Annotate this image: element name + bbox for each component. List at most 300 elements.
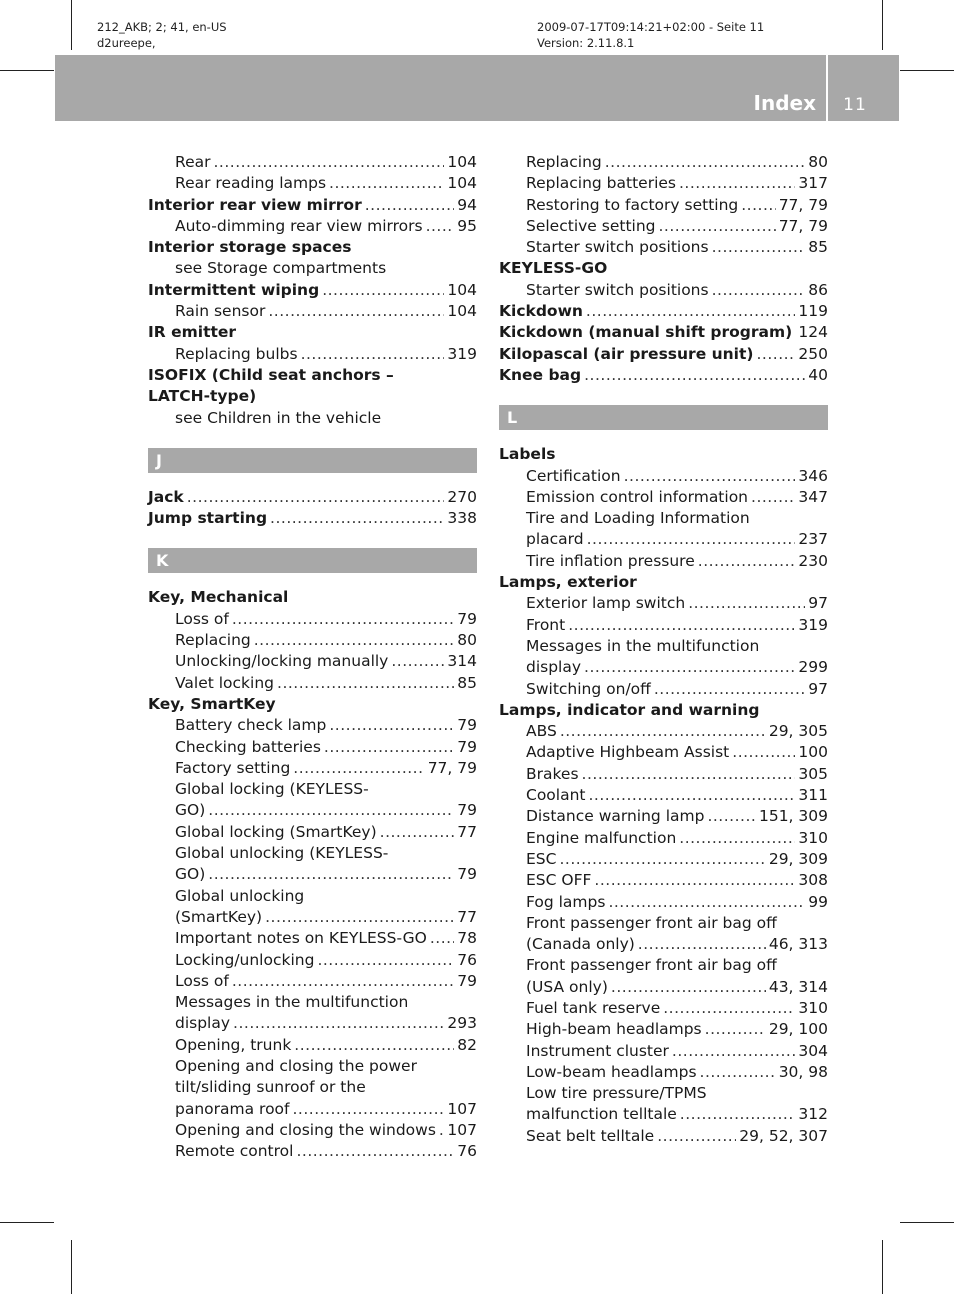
index-entry xyxy=(499,344,828,365)
entry-label: Intermittent wiping xyxy=(148,280,320,299)
entry-label: Auto-dimming rear view mirrors xyxy=(175,216,423,235)
leader-dots xyxy=(187,487,445,508)
page-reference: 77 xyxy=(457,907,477,926)
leader-dots xyxy=(324,737,454,758)
entry-label: Opening, trunk xyxy=(175,1035,292,1054)
page-reference: 104 xyxy=(447,302,477,321)
entry-label: Selective setting xyxy=(526,216,656,235)
entry-label: placard xyxy=(526,530,584,549)
entry-label: LATCH-type) xyxy=(148,387,257,406)
index-subentry xyxy=(499,955,828,976)
entry-label: Lamps, exterior xyxy=(499,573,637,592)
index-subentry xyxy=(499,679,828,700)
page-reference: 79 xyxy=(457,737,477,756)
leader-dots xyxy=(208,864,454,885)
page-title: Index xyxy=(753,91,816,115)
entry-label: Starter switch positions xyxy=(526,238,709,257)
page-reference: 85 xyxy=(808,238,828,257)
page-reference: 104 xyxy=(447,153,477,171)
index-subentry xyxy=(148,950,477,971)
entry-label: (USA only) xyxy=(526,977,608,996)
page-reference: 97 xyxy=(808,594,828,613)
page-reference: 94 xyxy=(457,195,477,214)
page-reference: 119 xyxy=(798,302,828,321)
leader-dots xyxy=(589,785,796,806)
entry-label: Coolant xyxy=(526,786,586,805)
page-reference: 78 xyxy=(457,929,477,948)
leader-dots xyxy=(657,1126,736,1147)
index-subentry xyxy=(148,1056,477,1077)
print-meta-left xyxy=(97,19,227,51)
leader-dots xyxy=(380,822,455,843)
leader-dots xyxy=(587,529,796,550)
index-subentry xyxy=(499,508,828,529)
index-subentry xyxy=(148,822,477,843)
entry-label: Front passenger front air bag off xyxy=(526,956,777,975)
leader-dots xyxy=(608,892,805,913)
index-subentry xyxy=(499,1126,828,1147)
entry-label: Interior rear view mirror xyxy=(148,195,362,214)
entry-label: Interior storage spaces xyxy=(148,238,352,257)
entry-label: Lamps, indicator and warning xyxy=(499,700,760,719)
page-reference: 29, 52, 307 xyxy=(739,1126,828,1145)
page-reference: 79 xyxy=(457,801,477,820)
leader-dots xyxy=(560,721,766,742)
page-reference: 80 xyxy=(457,631,477,650)
page-reference: 77, 79 xyxy=(427,758,477,777)
page-reference: 99 xyxy=(808,892,828,911)
entry-label: Locking/unlocking xyxy=(175,950,315,969)
index-subentry xyxy=(148,1120,477,1141)
index-subentry xyxy=(499,828,828,849)
page-reference: 79 xyxy=(457,716,477,735)
leader-dots xyxy=(293,1099,445,1120)
index-entry xyxy=(499,572,828,593)
leader-dots xyxy=(594,870,795,891)
entry-label: Rain sensor xyxy=(175,302,266,321)
index-entry xyxy=(148,386,477,407)
leader-dots xyxy=(270,508,444,529)
leader-dots xyxy=(700,1062,776,1083)
index-subentry xyxy=(148,779,477,800)
index-subentry xyxy=(499,806,828,827)
page-reference: 270 xyxy=(447,487,477,506)
entry-label: Low-beam headlamps xyxy=(526,1062,697,1081)
leader-dots xyxy=(611,977,766,998)
crop-mark xyxy=(900,1222,954,1223)
leader-dots xyxy=(329,173,444,194)
page-reference: 29, 100 xyxy=(768,1020,828,1039)
entry-label: Messages in the multifunction xyxy=(175,993,409,1012)
entry-label: Loss of xyxy=(175,971,229,990)
entry-label: Replacing xyxy=(526,153,602,171)
entry-label: KEYLESS-GO xyxy=(499,259,608,278)
entry-label: Instrument cluster xyxy=(526,1041,669,1060)
index-subentry xyxy=(499,764,828,785)
leader-dots xyxy=(439,1120,444,1141)
leader-dots xyxy=(329,715,454,736)
index-subentry xyxy=(499,466,828,487)
page-number: 11 xyxy=(843,95,867,115)
entry-label: Engine malfunction xyxy=(526,828,677,847)
entry-label: see Storage compartments xyxy=(175,259,387,278)
leader-dots xyxy=(294,1035,454,1056)
entry-label: Global unlocking xyxy=(175,886,305,905)
entry-label: IR emitter xyxy=(148,323,237,342)
page-reference: 76 xyxy=(457,950,477,969)
crop-mark xyxy=(900,70,954,71)
index-subentry xyxy=(499,721,828,742)
entry-label: Switching on/off xyxy=(526,679,651,698)
leader-dots xyxy=(232,971,454,992)
index-subentry xyxy=(148,1035,477,1056)
index-subentry xyxy=(499,1062,828,1083)
index-subentry xyxy=(148,1077,477,1098)
index-subentry xyxy=(148,843,477,864)
index-subentry xyxy=(148,152,477,173)
leader-dots xyxy=(296,1141,454,1162)
crop-mark xyxy=(882,0,883,50)
page-reference: 314 xyxy=(447,652,477,671)
leader-dots xyxy=(586,301,795,322)
index-subentry xyxy=(499,998,828,1019)
entry-label: Brakes xyxy=(526,764,579,783)
entry-label: Valet locking xyxy=(175,673,275,692)
page-reference: 95 xyxy=(457,216,477,235)
entry-label: Kickdown xyxy=(499,302,583,321)
entry-label: Replacing bulbs xyxy=(175,344,298,363)
section-header: K xyxy=(148,548,477,573)
index-entry xyxy=(499,258,828,279)
index-column-right xyxy=(499,152,828,1147)
leader-dots xyxy=(705,1019,766,1040)
index-subentry xyxy=(499,934,828,955)
entry-label: Remote control xyxy=(175,1142,294,1161)
index-subentry xyxy=(499,892,828,913)
entry-label: GO) xyxy=(175,865,206,884)
entry-label: GO) xyxy=(175,801,206,820)
page-reference: 29, 305 xyxy=(768,722,828,741)
entry-label: Distance warning lamp xyxy=(526,807,705,826)
page-reference: 293 xyxy=(447,1014,477,1033)
entry-label: Emission control information xyxy=(526,487,749,506)
entry-label: (Canada only) xyxy=(526,935,635,954)
index-subentry xyxy=(499,216,828,237)
entry-label: Opening and closing the power xyxy=(175,1056,417,1075)
index-subentry xyxy=(499,636,828,657)
index-subentry xyxy=(499,487,828,508)
page-reference: 85 xyxy=(457,673,477,692)
crop-mark xyxy=(882,1240,883,1294)
entry-label: Low tire pressure/TPMS xyxy=(526,1084,707,1103)
leader-dots xyxy=(679,828,795,849)
index-entry xyxy=(148,365,477,386)
index-subentry xyxy=(148,886,477,907)
index-entry xyxy=(148,195,477,216)
page-reference: 308 xyxy=(798,871,828,890)
leader-dots xyxy=(680,1104,796,1125)
entry-label: tilt/sliding sunroof or the xyxy=(175,1078,366,1097)
page-reference: 82 xyxy=(457,1035,477,1054)
leader-dots xyxy=(679,173,795,194)
index-subentry xyxy=(499,742,828,763)
page-reference: 86 xyxy=(808,280,828,299)
leader-dots xyxy=(712,237,806,258)
leader-dots xyxy=(559,849,765,870)
index-entry xyxy=(148,322,477,343)
leader-dots xyxy=(317,950,454,971)
leader-dots xyxy=(605,152,806,173)
index-subentry xyxy=(148,971,477,992)
index-entry xyxy=(499,322,828,343)
page-reference: 104 xyxy=(447,280,477,299)
leader-dots xyxy=(254,630,455,651)
page-reference: 338 xyxy=(447,509,477,528)
index-entry xyxy=(148,587,477,608)
leader-dots xyxy=(659,216,776,237)
entry-label: Rear reading lamps xyxy=(175,174,327,193)
index-subentry xyxy=(148,758,477,779)
page-reference: 80 xyxy=(808,153,828,171)
leader-dots xyxy=(751,487,795,508)
entry-label: Jack xyxy=(148,487,184,506)
leader-dots xyxy=(712,280,806,301)
entry-label: Global unlocking (KEYLESS- xyxy=(175,844,389,863)
entry-label: Labels xyxy=(499,445,556,464)
entry-label: Loss of xyxy=(175,609,229,628)
index-entry xyxy=(148,487,477,508)
index-column-left xyxy=(148,152,477,1162)
leader-dots xyxy=(277,673,454,694)
leader-dots xyxy=(698,551,796,572)
index-subentry xyxy=(148,344,477,365)
print-meta-line: d2ureepe, xyxy=(97,36,156,50)
entry-label: Key, SmartKey xyxy=(148,694,276,713)
index-subentry xyxy=(499,1019,828,1040)
entry-label: Messages in the multifunction xyxy=(526,636,760,655)
leader-dots xyxy=(365,195,455,216)
page-reference: 97 xyxy=(808,679,828,698)
leader-dots xyxy=(301,344,445,365)
index-entry xyxy=(148,508,477,529)
print-meta-line: 212_AKB; 2; 41, en-US xyxy=(97,20,227,34)
index-entry xyxy=(499,365,828,386)
page-reference: 151, 309 xyxy=(758,807,828,826)
print-meta-right xyxy=(537,19,764,51)
page-reference: 107 xyxy=(447,1099,477,1118)
entry-label: Seat belt telltale xyxy=(526,1126,655,1145)
page-reference: 310 xyxy=(798,998,828,1017)
index-subentry xyxy=(499,849,828,870)
entry-label: Kickdown (manual shift program) xyxy=(499,323,793,342)
entry-label: Kilopascal (air pressure unit) xyxy=(499,344,754,363)
leader-dots xyxy=(654,679,805,700)
entry-label: Front passenger front air bag off xyxy=(526,913,777,932)
page-reference: 104 xyxy=(447,174,477,193)
leader-dots xyxy=(732,742,795,763)
print-meta-line: 2009-07-17T09:14:21+02:00 - Seite 11 xyxy=(537,20,765,34)
entry-label: Key, Mechanical xyxy=(148,588,289,607)
page-reference: 299 xyxy=(798,658,828,677)
entry-label: Opening and closing the windows xyxy=(175,1120,436,1139)
index-subentry xyxy=(148,408,477,429)
index-subentry xyxy=(499,551,828,572)
leader-dots xyxy=(582,764,796,785)
crop-mark xyxy=(71,0,72,50)
entry-label: Certification xyxy=(526,466,621,485)
page-reference: 319 xyxy=(798,615,828,634)
index-subentry xyxy=(148,992,477,1013)
index-subentry xyxy=(148,1141,477,1162)
index-subentry xyxy=(499,913,828,934)
leader-dots xyxy=(430,928,454,949)
entry-label: ISOFIX (Child seat anchors – xyxy=(148,365,394,384)
page-reference: 77, 79 xyxy=(778,216,828,235)
entry-label: Important notes on KEYLESS-GO xyxy=(175,929,427,948)
header-separator xyxy=(826,55,828,121)
index-subentry xyxy=(499,152,828,173)
index-subentry xyxy=(148,673,477,694)
leader-dots xyxy=(233,1013,444,1034)
leader-dots xyxy=(757,344,796,365)
leader-dots xyxy=(213,152,444,173)
page-reference: 124 xyxy=(798,323,828,342)
entry-label: Unlocking/locking manually xyxy=(175,652,389,671)
page-reference: 230 xyxy=(798,551,828,570)
index-subentry xyxy=(148,301,477,322)
index-subentry xyxy=(148,216,477,237)
index-subentry xyxy=(148,258,477,279)
entry-label: Jump starting xyxy=(148,509,268,528)
entry-label: Starter switch positions xyxy=(526,280,709,299)
index-subentry xyxy=(148,1099,477,1120)
index-subentry xyxy=(499,870,828,891)
leader-dots xyxy=(208,800,454,821)
entry-label: Tire inflation pressure xyxy=(526,551,695,570)
entry-label: display xyxy=(526,658,582,677)
index-subentry xyxy=(499,977,828,998)
page-reference: 79 xyxy=(457,971,477,990)
index-subentry xyxy=(499,785,828,806)
leader-dots xyxy=(568,615,795,636)
leader-dots xyxy=(268,301,444,322)
index-subentry xyxy=(148,1013,477,1034)
page-reference: 29, 309 xyxy=(768,849,828,868)
print-meta-line: Version: 2.11.8.1 xyxy=(537,36,635,50)
page-reference: 312 xyxy=(798,1105,828,1124)
page-reference: 107 xyxy=(447,1120,477,1139)
index-subentry xyxy=(148,173,477,194)
section-header: L xyxy=(499,405,828,430)
entry-label: ESC OFF xyxy=(526,871,592,890)
entry-label: see Children in the vehicle xyxy=(175,408,382,427)
page-reference: 79 xyxy=(457,609,477,628)
page-reference: 347 xyxy=(798,487,828,506)
index-subentry xyxy=(148,737,477,758)
entry-label: Restoring to factory setting xyxy=(526,195,739,214)
page-reference: 79 xyxy=(457,865,477,884)
page-reference: 346 xyxy=(798,466,828,485)
leader-dots xyxy=(638,934,766,955)
page-reference: 237 xyxy=(798,530,828,549)
leader-dots xyxy=(663,998,795,1019)
index-entry xyxy=(148,280,477,301)
page-reference: 77 xyxy=(457,822,477,841)
entry-label: Fuel tank reserve xyxy=(526,998,661,1017)
index-subentry xyxy=(148,651,477,672)
index-subentry xyxy=(499,529,828,550)
entry-label: Replacing batteries xyxy=(526,174,676,193)
entry-label: display xyxy=(175,1014,231,1033)
index-subentry xyxy=(148,928,477,949)
page-reference: 40 xyxy=(808,365,828,384)
index-entry xyxy=(148,237,477,258)
leader-dots xyxy=(672,1041,795,1062)
page-reference: 311 xyxy=(798,786,828,805)
index-subentry xyxy=(148,907,477,928)
entry-label: Fog lamps xyxy=(526,892,606,911)
leader-dots xyxy=(624,466,796,487)
index-subentry xyxy=(499,1041,828,1062)
leader-dots xyxy=(741,195,775,216)
entry-label: malfunction telltale xyxy=(526,1105,677,1124)
page-reference: 100 xyxy=(798,743,828,762)
index-entry xyxy=(499,301,828,322)
index-subentry xyxy=(499,237,828,258)
index-subentry xyxy=(499,615,828,636)
page-reference: 305 xyxy=(798,764,828,783)
index-subentry xyxy=(148,715,477,736)
entry-label: Exterior lamp switch xyxy=(526,594,686,613)
page-reference: 319 xyxy=(447,344,477,363)
entry-label: ESC xyxy=(526,849,557,868)
section-header: J xyxy=(148,448,477,473)
entry-label: Knee bag xyxy=(499,365,582,384)
index-subentry xyxy=(499,195,828,216)
page-reference: 310 xyxy=(798,828,828,847)
leader-dots xyxy=(293,758,424,779)
leader-dots xyxy=(584,657,795,678)
index-subentry xyxy=(499,1083,828,1104)
entry-label: Factory setting xyxy=(175,758,291,777)
entry-label: Checking batteries xyxy=(175,737,321,756)
entry-label: High-beam headlamps xyxy=(526,1020,702,1039)
entry-label: Replacing xyxy=(175,631,251,650)
page-reference: 304 xyxy=(798,1041,828,1060)
index-subentry xyxy=(148,864,477,885)
entry-label: Front xyxy=(526,615,566,634)
page-reference: 30, 98 xyxy=(778,1062,828,1081)
index-entry xyxy=(499,700,828,721)
index-subentry xyxy=(499,1104,828,1125)
leader-dots xyxy=(584,365,805,386)
entry-label: panorama roof xyxy=(175,1099,290,1118)
entry-label: Global locking (SmartKey) xyxy=(175,822,377,841)
index-subentry xyxy=(499,173,828,194)
leader-dots xyxy=(688,593,805,614)
page-reference: 43, 314 xyxy=(768,977,828,996)
page-reference: 250 xyxy=(798,344,828,363)
index-subentry xyxy=(499,280,828,301)
page-reference: 317 xyxy=(798,174,828,193)
crop-mark xyxy=(0,70,54,71)
page-reference: 46, 313 xyxy=(768,935,828,954)
index-entry xyxy=(499,444,828,465)
entry-label: Battery check lamp xyxy=(175,716,327,735)
page-reference: 76 xyxy=(457,1142,477,1161)
leader-dots xyxy=(232,609,454,630)
leader-dots xyxy=(391,651,444,672)
